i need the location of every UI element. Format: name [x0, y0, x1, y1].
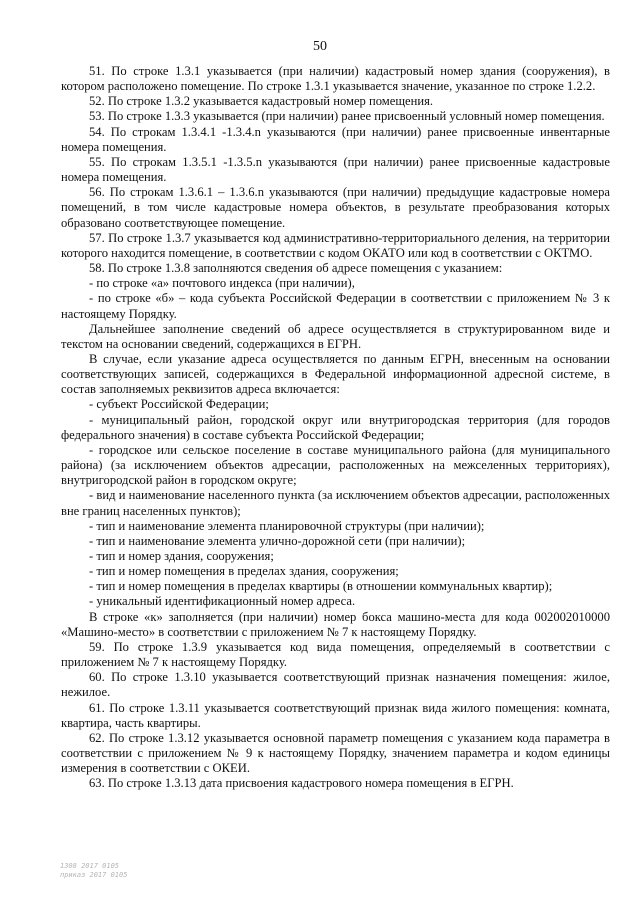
- footer-stamp: [60, 862, 127, 880]
- list-item: - тип и наименование элемента улично-дорожной сети (при наличии);: [89, 533, 466, 548]
- list-item: - субъект Российской Федерации;: [89, 397, 269, 412]
- paragraph: 63. По строке 1.3.13 дата присвоения кадастрового номера помещения в ЕГРН.: [89, 776, 514, 791]
- list-item: - по строке «а» почтового индекса (при наличии),: [89, 276, 355, 291]
- paragraph: В строке «к» заполняется (при наличии) номер бокса машино-места для кода 002002010000 «Машино-место» в соответствии с приложением № 7 к настоящему Порядку.: [61, 609, 610, 639]
- paragraph: 56. По строкам 1.3.6.1 – 1.3.6.n указываются (при наличии) предыдущие кадастровые номера помещений, в том числе кадастровые номера объектов, в результате преобразования которых образовано соответствующее помещение.: [61, 185, 610, 230]
- list-item: - тип и номер помещения в пределах здания, сооружения;: [89, 564, 399, 579]
- footer-line: 1308 2017 0105: [60, 862, 120, 870]
- paragraph: В случае, если указание адреса осуществляется по данным ЕГРН, внесенным на основании соответствующих записей, содержащихся в Федеральной информационной адресной системе, в состав заполняемых реквизитов адреса включается:: [61, 351, 610, 397]
- list-item: - вид и наименование населенного пункта (за исключением объектов адресации, расположенных вне границ населенных пунктов);: [61, 488, 610, 518]
- paragraph: 51. По строке 1.3.1 указывается (при наличии) кадастровый номер здания (сооружения), в котором расположено помещение. По строке 1.3.1 указывается значение, указанное по строке 1.2.2.: [61, 64, 610, 94]
- paragraph: 60. По строке 1.3.10 указывается соответствующий признак назначения помещения: жилое, нежилое.: [61, 670, 610, 700]
- paragraph: 55. По строкам 1.3.5.1 -1.3.5.n указываются (при наличии) ранее присвоенные кадастровые номера помещения.: [61, 154, 610, 185]
- paragraph: 61. По строке 1.3.11 указывается соответствующий признак вида жилого помещения: комната, квартира, часть квартиры.: [61, 700, 610, 730]
- paragraph: 52. По строке 1.3.2 указывается кадастровый номер помещения.: [89, 94, 434, 109]
- list-item: - по строке «б» – кода субъекта Российской Федерации в соответствии с приложением № 3 к настоящему Порядку.: [61, 291, 610, 321]
- paragraph: Дальнейшее заполнение сведений об адресе осуществляется в структурированном виде и текстом на основании сведений, содержащихся в ЕГРН.: [61, 321, 610, 351]
- list-item: - тип и номер здания, сооружения;: [89, 549, 274, 563]
- list-item: - городское или сельское поселение в составе муниципального района (для муниципального района) (за исключением объектов адресации, расположенных на межселенных территориях), внутригородской район в городском округе;: [61, 442, 610, 488]
- paragraph: 53. По строке 1.3.3 указывается (при наличии) ранее присвоенный условный номер помещения.: [89, 109, 605, 124]
- list-item: - муниципальный район, городской округ или внутригородская территория (для городов федерального значения) в составе субъекта Российской Федерации;: [61, 412, 610, 442]
- page-number: 50: [313, 39, 327, 54]
- paragraph: 58. По строке 1.3.8 заполняются сведения об адресе помещения с указанием:: [89, 261, 503, 276]
- list-item: - уникальный идентификационный номер адреса.: [89, 594, 356, 609]
- paragraph: 54. По строкам 1.3.4.1 -1.3.4.n указываются (при наличии) ранее присвоенные инвентарные номера помещения.: [61, 124, 610, 154]
- list-item: - тип и наименование элемента планировочной структуры (при наличии);: [89, 518, 485, 533]
- paragraph: 59. По строке 1.3.9 указывается код вида помещения, определяемый в соответствии с приложением № 7 к настоящему Порядку.: [61, 639, 610, 670]
- document-body: [61, 64, 610, 792]
- list-item: - тип и номер помещения в пределах квартиры (в отношении коммунальных квартир);: [89, 579, 553, 594]
- paragraph: 62. По строке 1.3.12 указывается основной параметр помещения с указанием кода параметра в соответствии с приложением № 9 к настоящему Порядку, значением параметра и кодом единицы измерения в соответствии с ОКЕИ.: [61, 730, 610, 776]
- footer-line: приказ 2017 0105: [60, 871, 128, 879]
- paragraph: 57. По строке 1.3.7 указывается код административно-территориального деления, на территории которого находится помещение, в соответствии с кодом ОКАТО или код в соответствии с ОКТМО.: [61, 230, 610, 260]
